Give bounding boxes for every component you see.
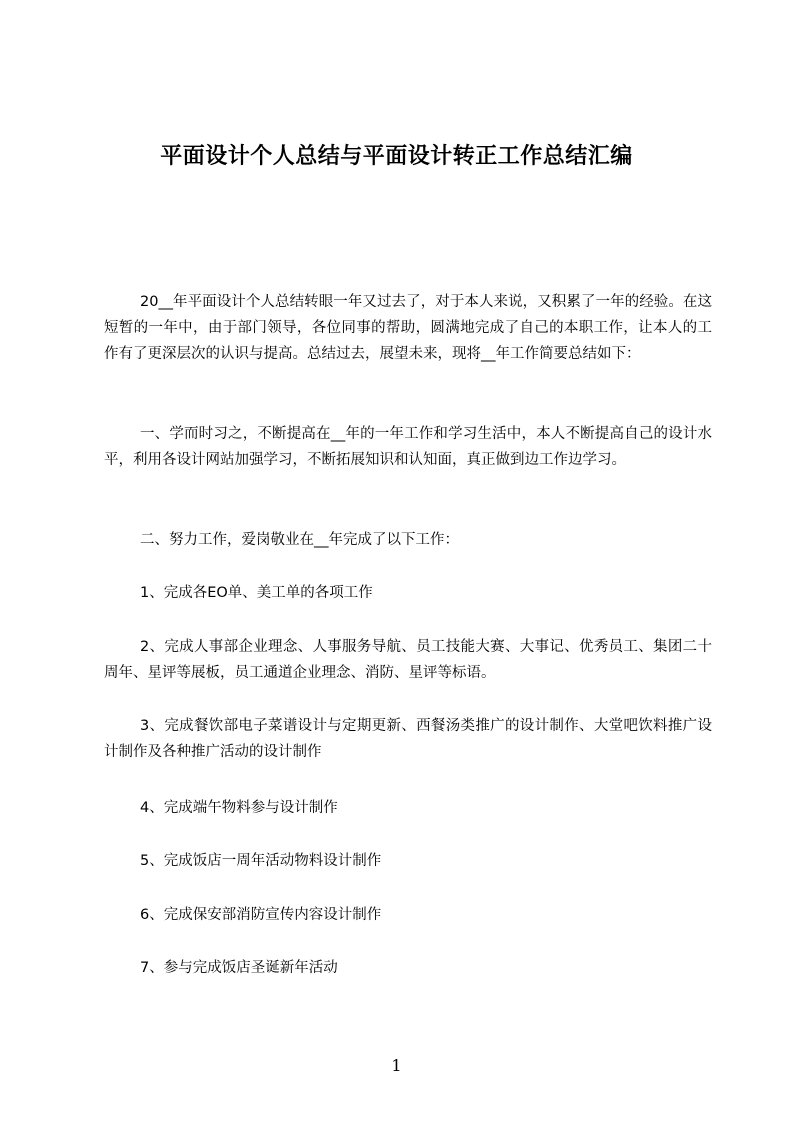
work-item-4: 4、完成端午物料参与设计制作 — [140, 800, 338, 816]
work-item-2: 2、完成人事部企业理念、人事服务导航、员工技能大赛、大事记、优秀员工、集团二十周年、星评等展板，员工通道企业理念、消防、星评等标语。 — [104, 639, 712, 681]
section-one-paragraph: 一、学而时习之，不断提高在__年的一年工作和学习生活中，本人不断提高自己的设计水平，利用各设计网站加强学习，不断拓展知识和认知面，真正做到边工作边学习。 — [104, 426, 712, 468]
work-item-5: 5、完成饭店一周年活动物料设计制作 — [140, 853, 382, 869]
work-item-6: 6、完成保安部消防宣传内容设计制作 — [140, 907, 382, 923]
page-title: 平面设计个人总结与平面设计转正工作总结汇编 — [160, 144, 633, 169]
page-number: 1 — [391, 1056, 402, 1075]
work-item-3: 3、完成餐饮部电子菜谱设计与定期更新、西餐汤类推广的设计制作、大堂吧饮料推广设计制作及各种推广活动的设计制作 — [104, 718, 712, 760]
work-item-1: 1、完成各EO单、美工单的各项工作 — [140, 585, 373, 601]
section-two-heading: 二、努力工作，爱岗敬业在__年完成了以下工作： — [140, 532, 459, 548]
work-item-7: 7、参与完成饭店圣诞新年活动 — [140, 960, 338, 976]
intro-paragraph: 20__年平面设计个人总结转眼一年又过去了，对于本人来说，又积累了一年的经验。在这短暂的一年中，由于部门领导，各位同事的帮助，圆满地完成了自己的本职工作，让本人的工作有了更深层次的认识与提高。总结过去，展望未来，现将__年工作简要总结如下： — [104, 294, 712, 362]
